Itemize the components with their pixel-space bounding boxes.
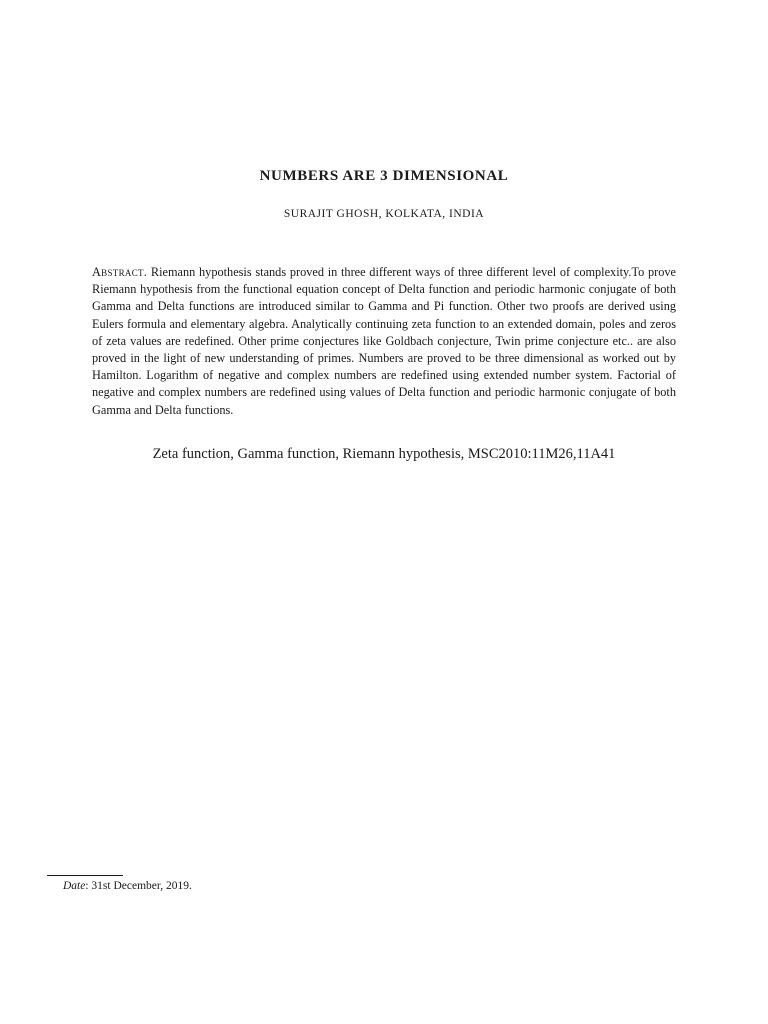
keywords: Zeta function, Gamma function, Riemann hypothesis, MSC2010:11M26,11A41 — [152, 446, 616, 462]
footnote-rule — [47, 875, 123, 876]
footnote-label: Date — [63, 880, 86, 892]
footnote-text: : 31st December, 2019. — [85, 880, 192, 892]
abstract — [92, 264, 676, 419]
abstract-label: Abstract. — [92, 265, 148, 279]
abstract-text: Riemann hypothesis stands proved in three different ways of three different level of complexity.To prove Riemann hypothesis from the functional equation concept of Delta function and periodic harmonic conjugate of both Gamma and Delta functions are introduced similar to Gamma and Pi function. Other two proofs are derived using Eulers formula and elementary algebra. Analytically continuing zeta function to an extended domain, poles and zeros of zeta values are redefined. Other prime conjectures like Goldbach conjecture, Twin prime conjecture etc.. are also proved in the light of new understanding of primes. Numbers are proved to be three dimensional as worked out by Hamilton. Logarithm of negative and complex numbers are redefined using extended number system. Factorial of negative and complex numbers are redefined using values of Delta function and periodic harmonic conjugate of both Gamma and Delta functions. — [92, 265, 676, 417]
author-line: SURAJIT GHOSH, KOLKATA, INDIA — [283, 208, 485, 220]
footnote — [63, 880, 192, 892]
paper-title: NUMBERS ARE 3 DIMENSIONAL — [259, 168, 509, 184]
